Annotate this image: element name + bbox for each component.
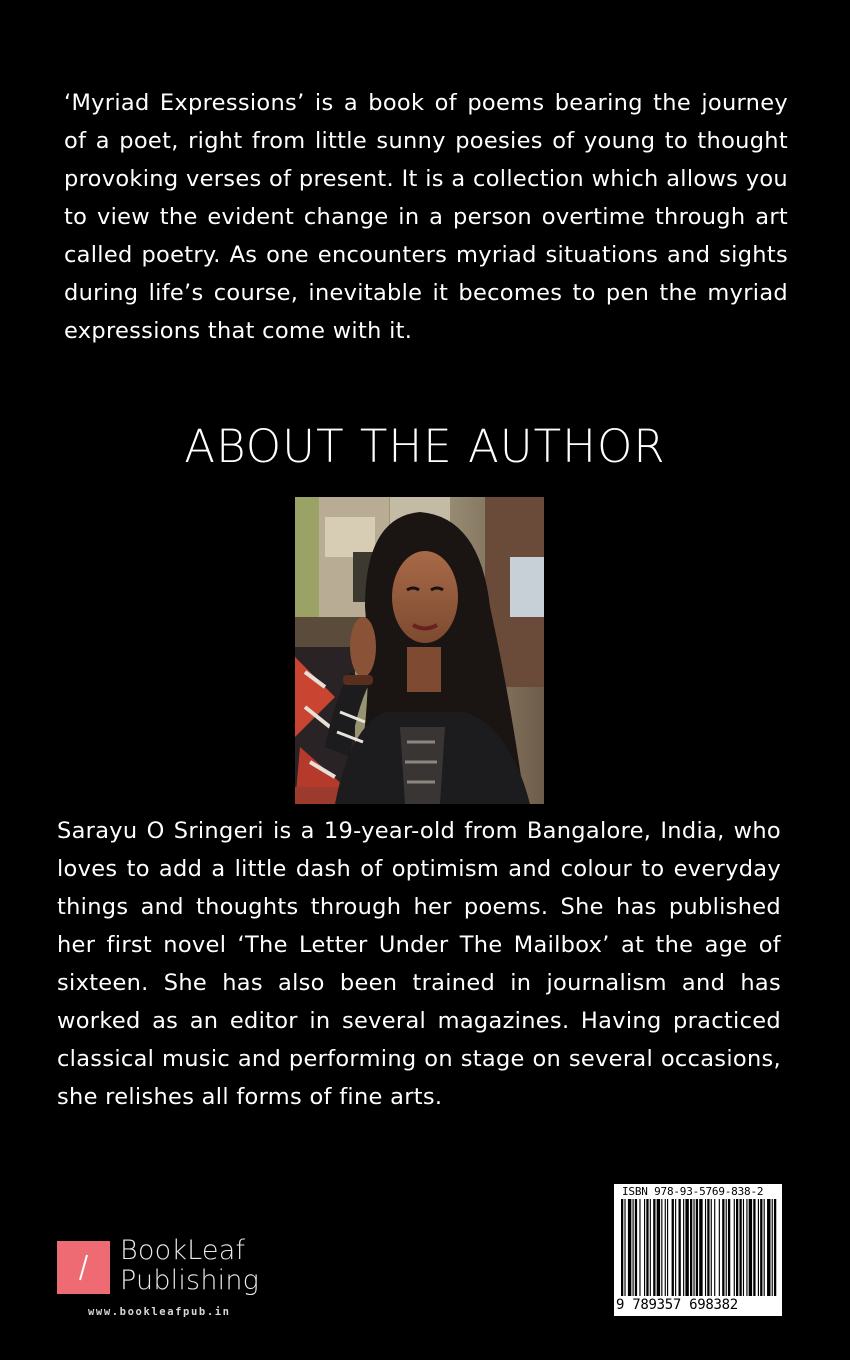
publisher-logo-mark <box>57 1241 110 1294</box>
publisher-name-line2: Publishing <box>120 1265 260 1296</box>
author-photo <box>295 497 544 804</box>
barcode-bars <box>617 1199 779 1296</box>
isbn-barcode <box>614 1184 782 1316</box>
isbn-label: ISBN 978-93-5769-838-2 <box>622 1185 764 1198</box>
publisher-name <box>120 1236 259 1296</box>
leaf-slash-icon <box>57 1241 110 1294</box>
publisher-name-line1: BookLeaf <box>120 1235 246 1266</box>
barcode-digits: 9 789357 698382 <box>616 1297 738 1313</box>
book-blurb: ‘Myriad Expressions’ is a book of poems bearing the journey of a poet, right from little sunny poesies of young to thought provoking verses of present. It is a collection which allows you to view the evident change in a person overtime through art called poetry. As one encounters myriad situations and sights during life’s course, inevitable it becomes to pen the myriad expressions that come with it. <box>64 90 788 344</box>
author-bio: Sarayu O Sringeri is a 19-year-old from Bangalore, India, who loves to add a little dash of optimism and colour to everyday things and thoughts through her poems. She has published her first novel ‘The Letter Under The Mailbox’ at the age of sixteen. She has also been trained in journalism and has worked as an editor in several magazines. Having practiced classical music and performing on stage on several occasions, she relishes all forms of fine arts. <box>57 818 781 1110</box>
publisher-url: www.bookleafpub.in <box>88 1306 231 1318</box>
about-author-heading: ABOUT THE AUTHOR <box>184 420 666 473</box>
